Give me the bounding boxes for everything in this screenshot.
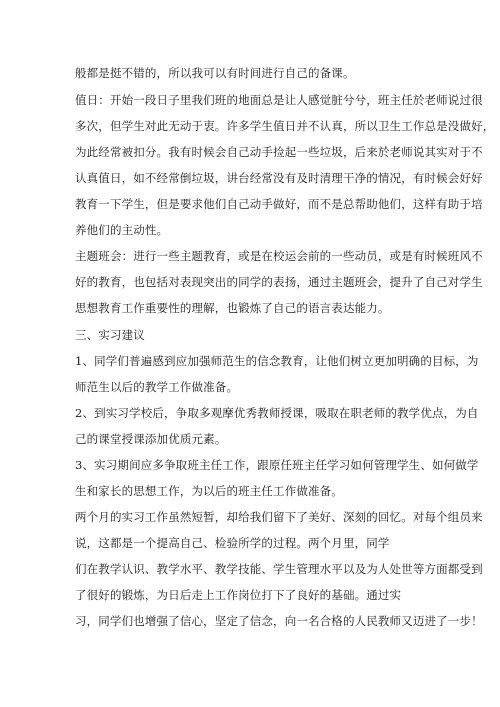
section-heading: 三、实习建议 [75,328,145,342]
text-line: 教育一下学生，但是要求他们自己动手做好，而不是总帮助他们，这样有助于培 [75,197,483,211]
text-line: 了很好的锻炼，为日后走上工作岗位打下了良好的基础。通过实 [75,588,402,602]
text-line: 师范生以后的教学工作做准备。 [75,380,239,394]
text-line: 主题班会：进行一些主题教育，或是在校运会前的一些动员，或是有时候班风不 [75,249,483,263]
text-line: 生和家长的思想工作，为以后的班主任工作做准备。 [75,484,343,498]
text-line: 好的教育，也包括对表现突出的同学的表扬，通过主题班会，提升了自己对学生 [75,275,483,289]
text-line: 己的课堂授课添加优质元素。 [75,432,227,446]
text-line: 值日：开始一段日子里我们班的地面总是让人感觉脏兮兮，班主任於老师说过很 [75,93,483,107]
text-line: 们在教学认识、教学水平、教学技能、学生管理水平以及为人处世等方面都受到 [75,562,483,576]
text-line: 为此经常被扣分。我有时候会自己动手捡起一些垃圾，后来於老师说其实对于不 [75,145,483,159]
text-line: 2、到实习学校后，争取多观摩优秀教师授课，吸取在职老师的教学优点，为自 [75,406,479,420]
text-line: 养他们的主动性。 [75,223,169,237]
text-line: 习，同学们也增强了信心，坚定了信念，向一名合格的人民教师又迈进了一步！ [75,614,483,628]
text-line: 认真值日，如不经常倒垃圾，讲台经常没有及时清理干净的情况，有时候会好好 [75,171,483,185]
text-line: 思想教育工作重要性的理解，也锻炼了自己的语言表达能力。 [75,301,390,315]
text-line: 般都是挺不错的，所以我可以有时间进行自己的备课。 [75,66,355,80]
text-line: 多次，但学生对此无动于衷。许多学生值日并不认真，所以卫生工作总是没做好， [75,119,495,133]
text-line: 两个月的实习工作虽然短暂，却给我们留下了美好、深刻的回忆。对每个组员来 [75,510,483,524]
text-line: 1、同学们普遍感到应加强师范生的信念教育，让他们树立更加明确的目标，为 [75,354,479,368]
text-line: 3、实习期间应多争取班主任工作，跟原任班主任学习如何管理学生、如何做学 [75,458,479,472]
text-line: 说，这都是一个提高自己、检验所学的过程。两个月里，同学 [75,536,390,550]
